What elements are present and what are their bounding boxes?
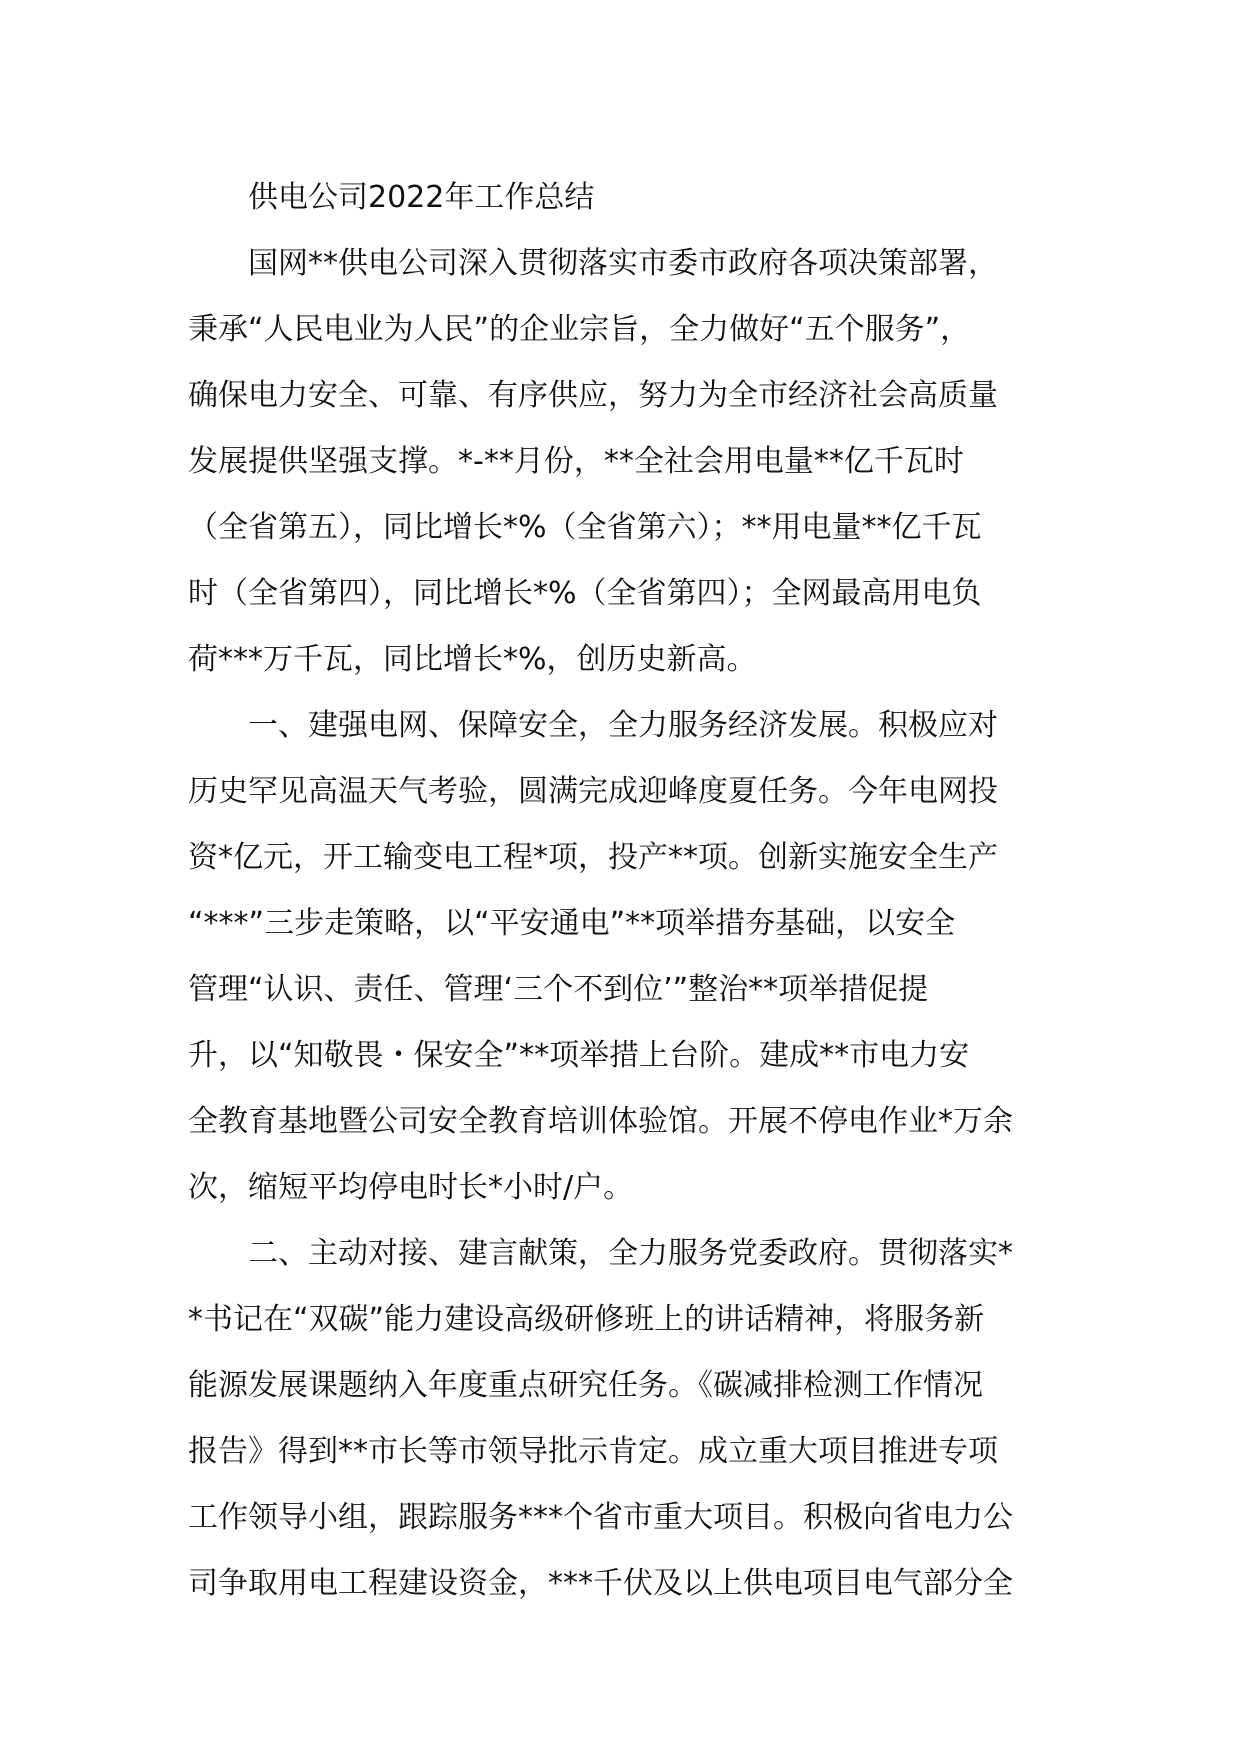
paragraph-line: *书记在“双碳”能力建设高级研修班上的讲话精神，将服务新 [188,1302,985,1337]
paragraph-line: 荷***万千瓦，同比增长*%，创历史新高。 [188,642,757,677]
document-title: 供电公司2022年工作总结 [248,180,595,215]
paragraph-line: 次，缩短平均停电时长*小时/户。 [188,1170,634,1205]
paragraph-line: 管理“认识、责任、管理‘三个不到位’”整治**项举措促提 [188,972,929,1007]
paragraph-line: （全省第五），同比增长*%（全省第六）；**用电量**亿千瓦 [188,510,982,545]
paragraph-line: 资*亿元，开工输变电工程*项，投产**项。创新实施安全生产 [188,840,998,875]
paragraph-line: 二、主动对接、建言献策，全力服务党委政府。贯彻落实* [248,1236,1013,1271]
document-body [188,165,1068,1617]
paragraph-line: 报告》得到**市长等市领导批示肯定。成立重大项目推进专项 [188,1434,998,1469]
paragraph-line: 一、建强电网、保障安全，全力服务经济发展。积极应对 [248,708,998,743]
paragraph-line: 国网**供电公司深入贯彻落实市委市政府各项决策部署， [248,246,998,281]
paragraph-line: 时（全省第四），同比增长*%（全省第四）；全网最高用电负 [188,576,982,611]
paragraph-section-two [188,1221,1068,1617]
paragraph-line: 司争取用电工程建设资金，***千伏及以上供电项目电气部分全 [188,1566,1013,1601]
paragraph-line: 秉承“人民电业为人民”的企业宗旨，全力做好“五个服务”， [188,312,971,347]
paragraph-intro [188,231,1068,693]
paragraph-line: “***”三步走策略，以“平安通电”**项举措夯基础，以安全 [188,906,956,941]
paragraph-line: 工作领导小组，跟踪服务***个省市重大项目。积极向省电力公 [188,1500,1013,1535]
paragraph-line: 升，以“知敬畏・保安全”**项举措上台阶。建成**市电力安 [188,1038,970,1073]
paragraph-line: 发展提供坚强支撑。*-**月份，**全社会用电量**亿千瓦时 [188,444,964,479]
paragraph-section-one [188,693,1068,1221]
paragraph-line: 历史罕见高温天气考验，圆满完成迎峰度夏任务。今年电网投 [188,774,998,809]
paragraph-line: 确保电力安全、可靠、有序供应，努力为全市经济社会高质量 [188,378,998,413]
paragraph-line: 全教育基地暨公司安全教育培训体验馆。开展不停电作业*万余 [188,1104,1013,1139]
paragraph-line: 能源发展课题纳入年度重点研究任务。《碳减排检测工作情况 [188,1368,983,1403]
